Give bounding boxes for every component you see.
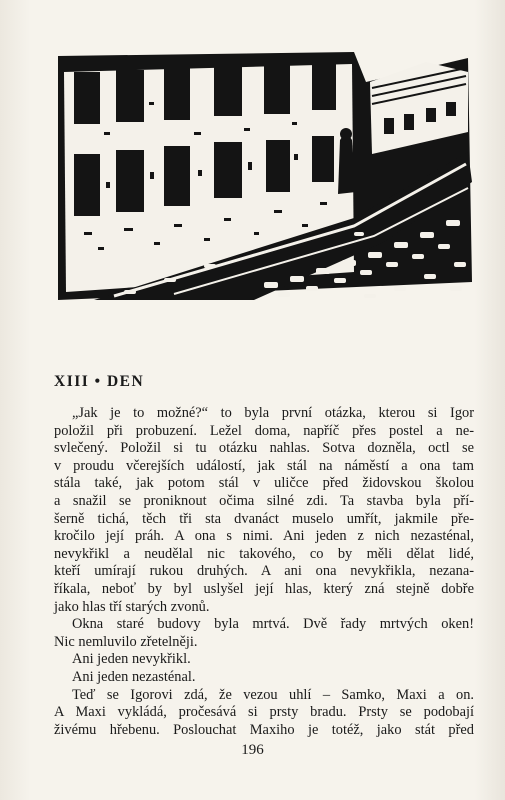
paragraph	[54, 651, 474, 669]
text-line: „Jak je to možné?“ to byla první otázka, kterou si Igor	[72, 405, 474, 421]
text-line: říkala, neboť by byl uslyšel její hlas, který zná stejně dobře	[54, 580, 474, 597]
text-line: šerně tichá, těch tři sta dvanáct muselo umřít, jakmile pře-	[54, 510, 474, 527]
body-text	[54, 405, 474, 739]
text-line: Okna staré budovy byla mrtvá. Dvě řady mrtvých oken!	[72, 616, 474, 633]
text-line: Teď se Igorovi zdá, že vezou uhlí – Samko, Maxi a on.	[72, 686, 474, 703]
chapter-heading: XIII • DEN	[54, 373, 145, 390]
text-line: jako hlas tří starých zvonů.	[54, 598, 210, 615]
text-line: položil při probuzení. Ležel doma, napříč přes postel a ne-	[54, 422, 474, 439]
paragraph	[54, 616, 474, 651]
woodcut-street-building-icon	[54, 42, 472, 304]
paragraph	[54, 687, 474, 740]
paragraph	[54, 405, 474, 616]
text-line: svlečený. Položil si tu otázku nahlas. Sotva dozněla, octl se	[54, 440, 474, 457]
text-line: a snažil se proniknout očima silné zdi. Ta stavba byla pří-	[54, 492, 474, 509]
text-line: v proudu včerejších událostí, jak stál na náměstí a ona tam	[54, 457, 474, 474]
text-line: A Maxi vykládá, pročesává si prsty bradu. Prsty se podobají	[54, 704, 474, 721]
text-line: stála také, jak potom stál v uličce před židovskou školou	[54, 475, 474, 492]
paragraph	[54, 669, 474, 687]
page-number: 196	[241, 742, 264, 758]
text-line: Nic nemluvilo zřetelněji.	[54, 633, 198, 650]
text-line: živému hřebenu. Poslouchat Maxiho je totéž, jako stát před	[54, 721, 474, 738]
text-line: Ani jeden nevykřikl.	[72, 651, 191, 668]
text-line: kteří umírají rukou druhých. A ani ona nevykřikla, nezana-	[54, 563, 474, 580]
text-line: kročilo její práh. A ona s nimi. Ani jeden z nich nezasténal,	[54, 528, 474, 545]
text-line: Ani jeden nezasténal.	[72, 668, 196, 685]
text-line: nevykřikl a neudělal nic takového, co by měli dělat lidé,	[54, 545, 474, 562]
